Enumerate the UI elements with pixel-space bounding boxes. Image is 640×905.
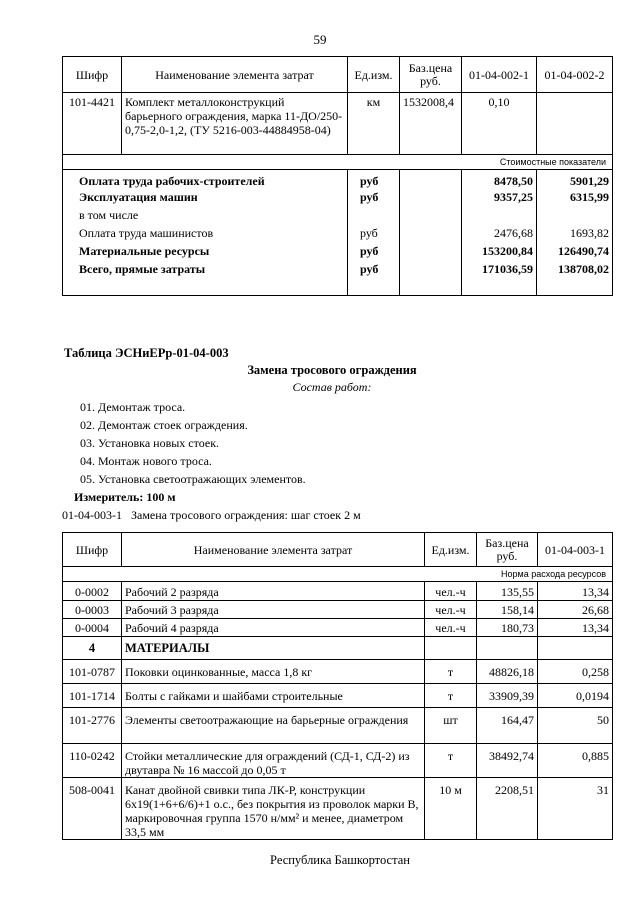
cost-unit: руб [348,226,400,244]
cost-row [63,244,613,262]
row-unit: чел.-ч [425,582,477,601]
table2-header-row [63,533,613,567]
cost-value-2: 6315,99 [537,190,613,208]
row-name: Комплект металлоконструкций барьерного ограждения, марка 11-ДО/250-0,75-2,0-1,2, (ТУ 5216-003-44884958-04) [122,93,348,155]
work-item: 01. Демонтаж троса. [80,400,186,414]
row-name: Рабочий 4 разряда [122,619,425,637]
row-unit: 10 м [425,778,477,840]
cost-unit: руб [348,244,400,262]
row-unit: т [425,684,477,708]
row-price: 33909,39 [477,684,538,708]
row-value: 13,34 [538,619,613,637]
row-unit: т [425,660,477,684]
row-name: Канат двойной свивки типа ЛК-Р, конструкции 6х19(1+6+6/6)+1 о.с., без покрытия из проволок марки В, маркировочная группа 1570 н/мм² и менее, диаметром 33,5 мм [122,778,425,840]
cost-price [400,190,462,208]
row-unit: шт [425,708,477,744]
page-number: 59 [313,32,327,47]
table-row [63,637,613,660]
header-code: Шифр [63,57,122,93]
cost-price [400,170,462,190]
table-row [63,582,613,601]
cost-value-1: 171036,59 [462,262,537,296]
cost-unit: руб [348,262,400,296]
row-value: 50 [538,708,613,744]
row-value: 0,258 [538,660,613,684]
header-price: Баз.цена руб. [400,57,462,93]
item-line: 01-04-003-1 Замена тросового ограждения: шаг стоек 2 м [62,508,361,522]
row-price: 2208,51 [477,778,538,840]
row-price: 135,55 [477,582,538,601]
cost-value-1: 2476,68 [462,226,537,244]
table1-header-row [63,57,613,93]
row-name: Рабочий 3 разряда [122,601,425,619]
row-value: 13,34 [538,582,613,601]
row-code: 0-0003 [63,601,122,619]
row-name: Рабочий 2 разряда [122,582,425,601]
row-name: Элементы светоотражающие на барьерные ограждения [122,708,425,744]
header-col-2: 01-04-002-2 [537,57,613,93]
row-code: 0-0002 [63,582,122,601]
row-code: 0-0004 [63,619,122,637]
header-name: Наименование элемента затрат [122,57,348,93]
row-price: 48826,18 [477,660,538,684]
cost-row [63,170,613,190]
cost-value-2: 126490,74 [537,244,613,262]
work-item: 03. Установка новых стоек. [80,436,220,450]
cost-row [63,208,613,226]
cost-name: Всего, прямые затраты [63,262,348,296]
row-code: 101-4421 [63,93,122,155]
work-item: 05. Установка светоотражающих элементов. [80,472,306,486]
row-value: 26,68 [538,601,613,619]
row-value-1: 0,10 [462,93,537,155]
cost-value-2 [537,208,613,226]
cost-unit: руб [348,170,400,190]
row-price: 164,47 [477,708,538,744]
table-subtitle: Замена тросового ограждения [247,363,417,377]
table-row [63,778,613,840]
row-code: 4 [63,637,122,660]
row-price: 38492,74 [477,744,538,778]
row-unit: т [425,744,477,778]
cost-value-2: 138708,02 [537,262,613,296]
table-row [63,744,613,778]
row-code: 101-2776 [63,708,122,744]
cost-value-1: 8478,50 [462,170,537,190]
section-row [63,155,613,170]
work-item: 04. Монтаж нового троса. [80,454,212,468]
header-col-1: 01-04-002-1 [462,57,537,93]
cost-name: Оплата труда рабочих-строителей [63,170,348,190]
cost-row [63,262,613,296]
row-unit: км [348,93,400,155]
row-code: 101-0787 [63,660,122,684]
cost-table-1 [62,56,613,296]
row-unit: чел.-ч [425,601,477,619]
header-code: Шифр [63,533,122,567]
row-price: 1532008,4 [400,93,462,155]
table-row [63,93,613,155]
section-label: Стоимостные показатели [63,155,613,170]
table-title: Таблица ЭСНиЕРр-01-04-003 [64,346,229,360]
row-value-2 [537,93,613,155]
section-label: Норма расхода ресурсов [63,567,613,582]
section-row [63,567,613,582]
row-name: Поковки оцинкованные, масса 1,8 кг [122,660,425,684]
row-value: 31 [538,778,613,840]
cost-unit [348,208,400,226]
header-unit: Ед.изм. [348,57,400,93]
header-price: Баз.цена руб. [477,533,538,567]
row-code: 101-1714 [63,684,122,708]
cost-row [63,190,613,208]
row-price [477,637,538,660]
cost-value-2: 1693,82 [537,226,613,244]
work-item: 02. Демонтаж стоек ограждения. [80,418,248,432]
cost-unit: руб [348,190,400,208]
row-value [538,637,613,660]
meter: Измеритель: 100 м [74,490,176,504]
row-unit [425,637,477,660]
cost-value-1: 153200,84 [462,244,537,262]
cost-name: в том числе [63,208,348,226]
cost-price [400,262,462,296]
cost-name: Материальные ресурсы [63,244,348,262]
header-name: Наименование элемента затрат [122,533,425,567]
cost-value-1: 9357,25 [462,190,537,208]
header-col-1: 01-04-003-1 [538,533,613,567]
cost-value-2: 5901,29 [537,170,613,190]
table-row [63,708,613,744]
cost-name: Эксплуатация машин [63,190,348,208]
composition-title: Состав работ: [292,380,372,394]
table-row [63,619,613,637]
row-code: 110-0242 [63,744,122,778]
footer: Республика Башкортостан [270,853,410,867]
table-row [63,684,613,708]
row-code: 508-0041 [63,778,122,840]
table-row [63,601,613,619]
cost-name: Оплата труда машинистов [63,226,348,244]
row-unit: чел.-ч [425,619,477,637]
cost-price [400,244,462,262]
table-row [63,660,613,684]
row-name: МАТЕРИАЛЫ [122,637,425,660]
row-value: 0,0194 [538,684,613,708]
row-name: Стойки металлические для ограждений (СД-1, СД-2) из двутавра № 16 массой до 0,05 т [122,744,425,778]
row-name: Болты с гайками и шайбами строительные [122,684,425,708]
header-unit: Ед.изм. [425,533,477,567]
cost-price [400,226,462,244]
resource-table [62,532,613,840]
row-price: 158,14 [477,601,538,619]
row-price: 180,73 [477,619,538,637]
cost-value-1 [462,208,537,226]
cost-price [400,208,462,226]
row-value: 0,885 [538,744,613,778]
cost-row [63,226,613,244]
